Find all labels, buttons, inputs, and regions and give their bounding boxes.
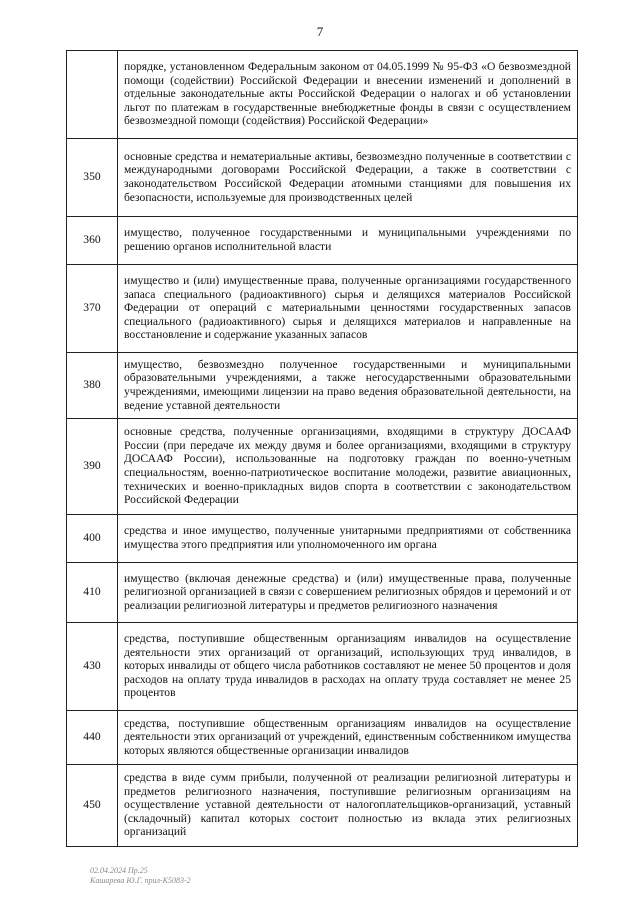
footer-line: 02.04.2024 Пр.25 (90, 866, 148, 875)
row-code: 440 (67, 711, 118, 765)
table-row (67, 765, 578, 847)
row-code: 350 (67, 139, 118, 217)
row-description: средства, поступившие общественным организациям инвалидов на осуществление деятельности этих организаций от учреждений, единственным собственником имущества которых являются общественные организации инвалидов (118, 711, 578, 765)
footer-line: Кашарева Ю.Г. прил-К5083-2 (90, 876, 191, 885)
row-description: порядке, установленном Федеральным законом от 04.05.1999 № 95-ФЗ «О безвозмездной помощи (содействии) Российской Федерации и внесении изменений и дополнений в отдельные законодательные акты Российской Федерации о налогах и об установлении льгот по платежам в государственные внебюджетные фонды в связи с осуществлением безвозмездной помощи (содействия) Российской Федерации» (118, 51, 578, 139)
row-description: средства в виде сумм прибыли, полученной от реализации религиозной литературы и предметов религиозного назначения, поступившие религиозным организациям на осуществление уставной деятельности от налогоплательщиков-организаций, уставный (складочный) капитал которых состоит полностью из вклада этих религиозных организаций (118, 765, 578, 847)
row-code: 380 (67, 353, 118, 419)
row-description: имущество, безвозмездно полученное государственными и муниципальными образовательными учреждениями, а также негосударственными образовательными учреждениями, имеющими лицензии на право ведения образовательной деятельности, на ведение уставной деятельности (118, 353, 578, 419)
row-description: средства, поступившие общественным организациям инвалидов на осуществление деятельности этих организаций от организаций, использующих труд инвалидов, в которых инвалиды от общего числа работников составляют не менее 50 процентов и доля расходов на оплату труда инвалидов в расходах на оплату труда составляет не менее 25 процентов (118, 623, 578, 711)
page-number: 7 (316, 24, 324, 39)
income-codes-table (66, 50, 578, 847)
row-description: средства и иное имущество, полученные унитарными предприятиями от собственника имущества этого предприятия или уполномоченного им органа (118, 515, 578, 563)
row-description: основные средства и нематериальные активы, безвозмездно полученные в соответствии с международными договорами Российской Федерации, а также в соответствии с законодательством Российской Федерации атомными станциями для повышения их безопасности, используемые для производственных целей (118, 139, 578, 217)
row-description: имущество и (или) имущественные права, полученные организациями государственного запаса специального (радиоактивного) сырья и делящихся материалов Российской Федерации от операций с материальными ценностями государственных запасов специального (радиоактивного) сырья и делящихся материалов и направленные на восстановление и содержание указанных запасов (118, 265, 578, 353)
table-row (67, 515, 578, 563)
row-description: основные средства, полученные организациями, входящими в структуру ДОСААФ России (при передаче их между двумя и более организациями, входящими в структуру ДОСААФ России), использованные на подготовку граждан по военно-учетным специальностям, военно-патриотическое воспитание молодежи, развитие авиационных, технических и военно-прикладных видов спорта в соответствии с законодательством Российской Федерации (118, 419, 578, 515)
row-code: 410 (67, 563, 118, 623)
row-code: 400 (67, 515, 118, 563)
row-code: 450 (67, 765, 118, 847)
row-code: 430 (67, 623, 118, 711)
table-row (67, 353, 578, 419)
table-row (67, 563, 578, 623)
table-row (67, 265, 578, 353)
row-code: 390 (67, 419, 118, 515)
row-description: имущество, полученное государственными и муниципальными учреждениями по решению органов исполнительной власти (118, 217, 578, 265)
table-row (67, 419, 578, 515)
row-description: имущество (включая денежные средства) и (или) имущественные права, полученные религиозной организацией в связи с совершением религиозных обрядов и церемоний и от реализации религиозной литературы и предметов религиозного назначения (118, 563, 578, 623)
row-code: 360 (67, 217, 118, 265)
table-row (67, 711, 578, 765)
table-row (67, 217, 578, 265)
row-code (67, 51, 118, 139)
document-footer (90, 866, 191, 886)
table-row (67, 51, 578, 139)
table-row (67, 623, 578, 711)
row-code: 370 (67, 265, 118, 353)
table-row (67, 139, 578, 217)
